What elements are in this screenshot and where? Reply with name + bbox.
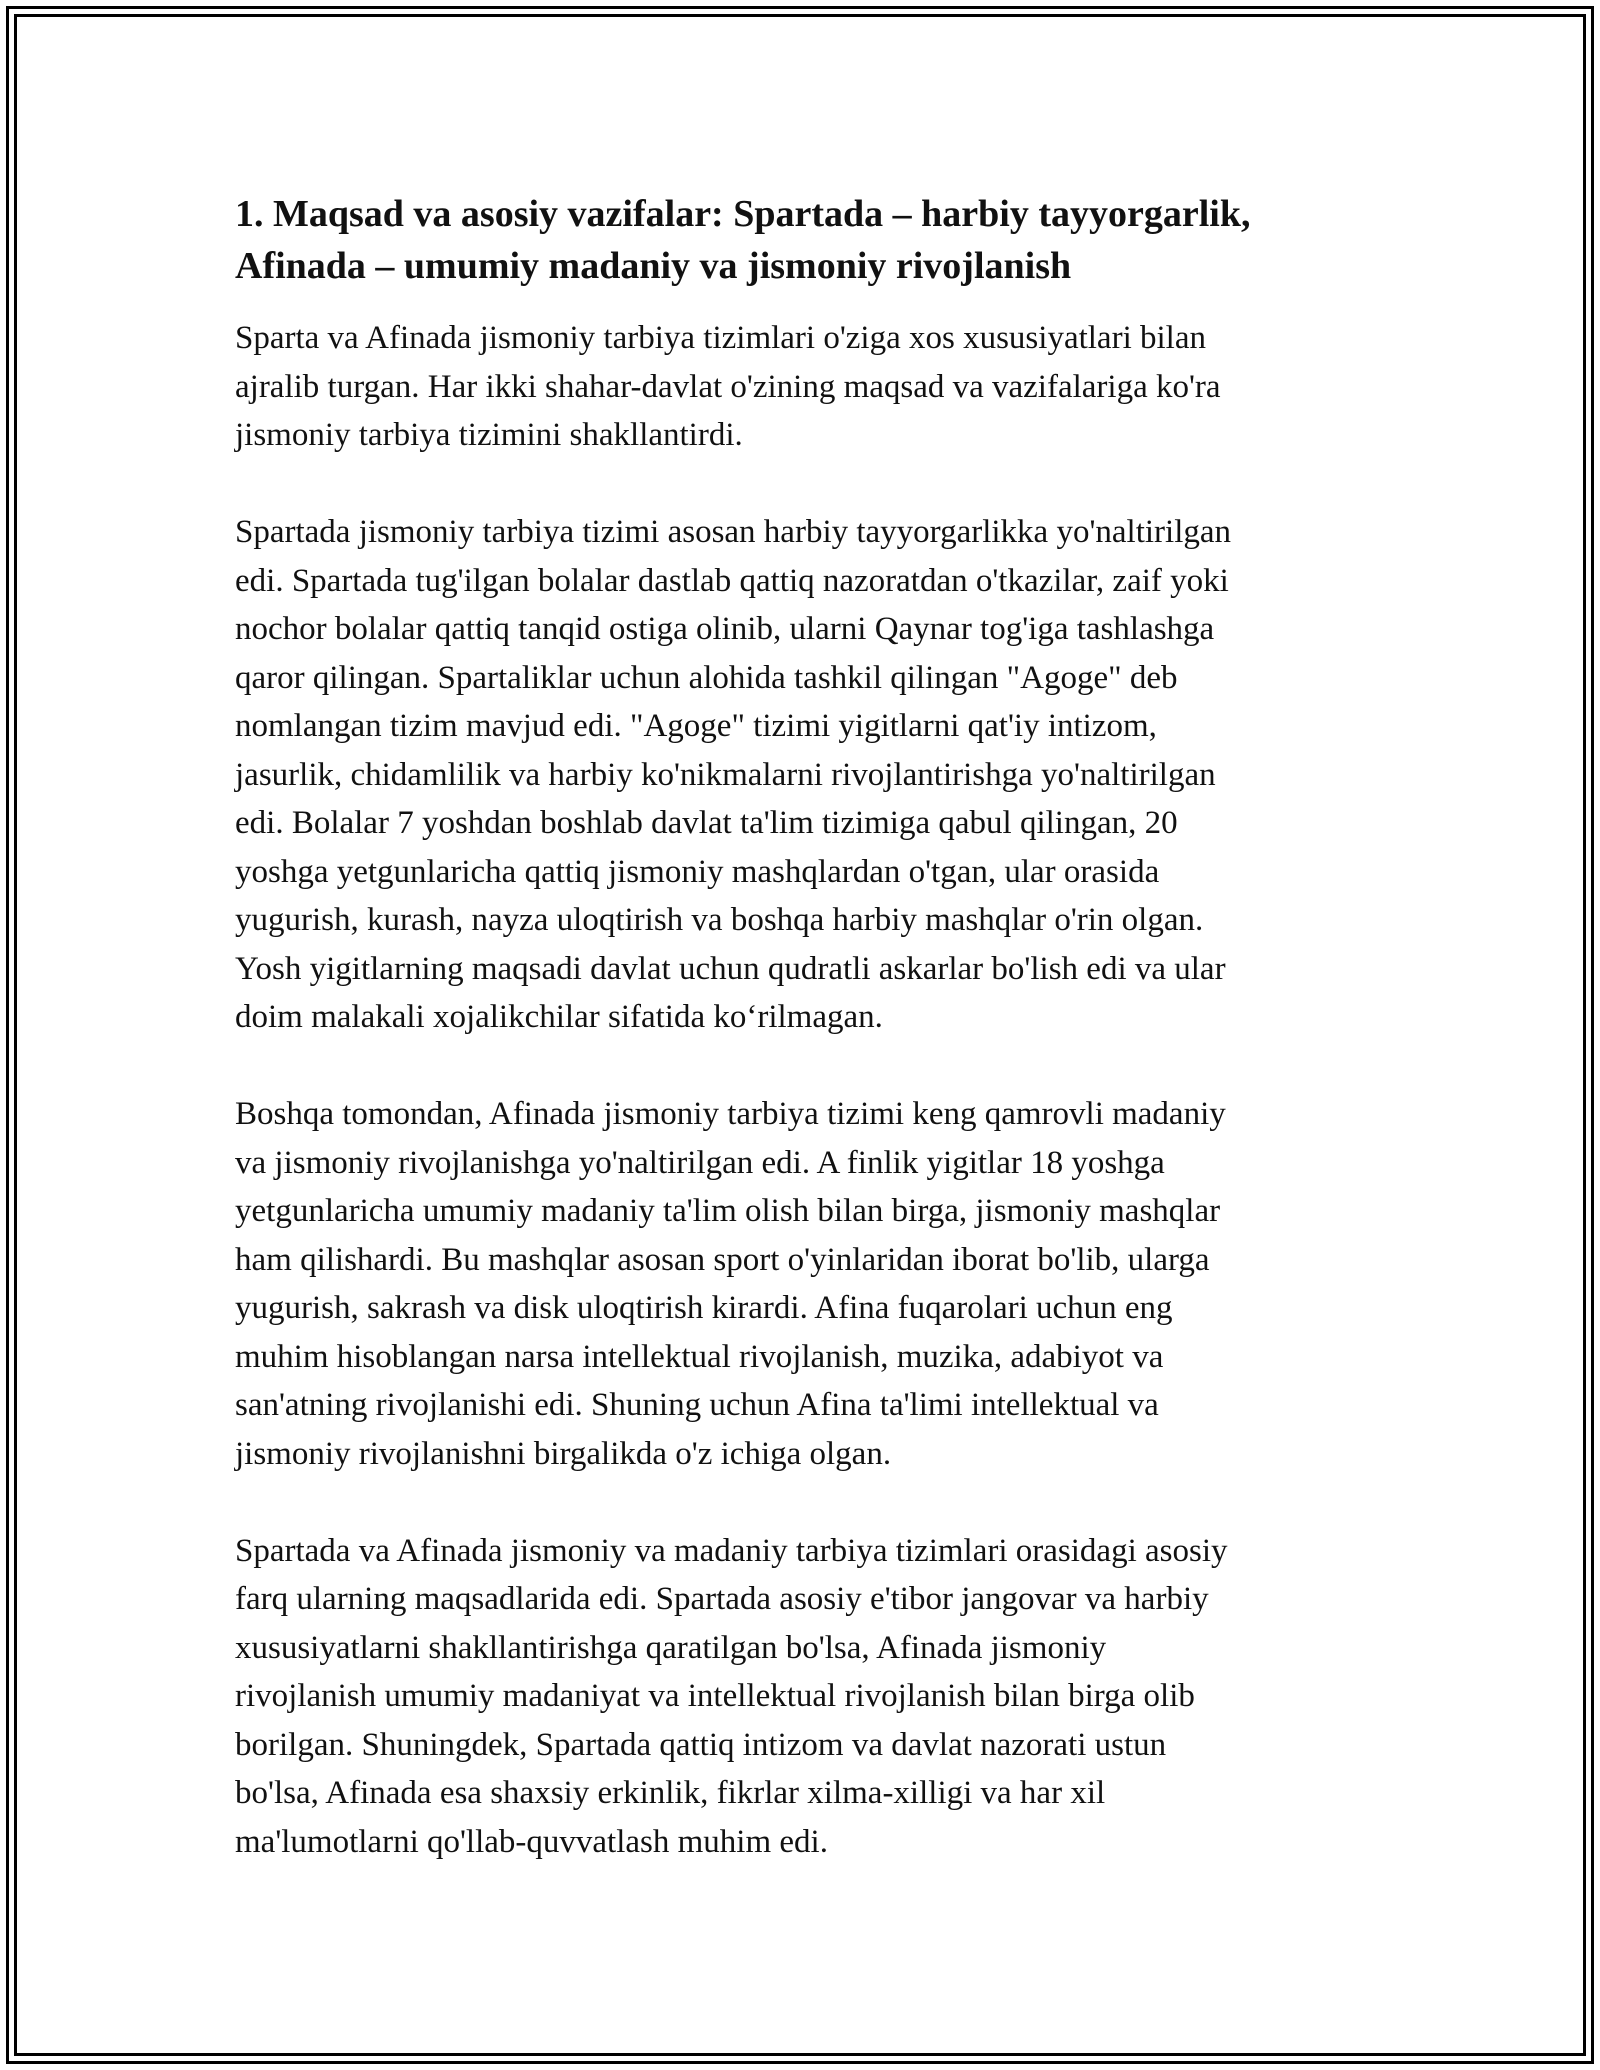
paragraph-athens: Boshqa tomondan, Afinada jismoniy tarbiya tizimi keng qamrovli madaniy va jismoniy rivojlanishga yo'naltirilgan edi. A finlik yigitlar 18 yoshga yetgunlaricha umumiy madaniy ta'lim olish bilan birga, jismoniy mashqlar ham qilishardi. Bu mashqlar asosan sport o'yinlaridan iborat bo'lib, ularga yugurish, sakrash va disk uloqtirish kirardi. Afina fuqarolari uchun eng muhim hisoblangan narsa intellektual rivojlanish, muzika, adabiyot va san'atning rivojlanishi edi. Shuning uchun Afina ta'limi intellektual va jismoniy rivojlanishni birgalikda o'z ichiga olgan. bbox=[235, 1096, 1226, 1472]
paragraph-sparta: Spartada jismoniy tarbiya tizimi asosan harbiy tayyorgarlikka yo'naltirilgan edi. Spartada tug'ilgan bolalar dastlab qattiq nazoratdan o'tkazilar, zaif yoki nochor bolalar qattiq tanqid ostiga olinib, ularni Qaynar tog'iga tashlashga qaror qilingan. Spartaliklar uchun alohida tashkil qilingan "Agoge" deb nomlangan tizim mavjud edi. "Agoge" tizimi yigitlarni qat'iy intizom, jasurlik, chidamlilik va harbiy ko'nikmalarni rivojlantirishga yo'naltirilgan edi. Bolalar 7 yoshdan boshlab davlat ta'lim tizimiga qabul qilingan, 20 yoshga yetgunlaricha qattiq jismoniy mashqlardan o'tgan, ular orasida yugurish, kurash, nayza uloqtirish va boshqa harbiy mashqlar o'rin olgan. Yosh yigitlarning maqsadi davlat uchun qudratli askarlar bo'lish edi va ular doim malakali xojalikchilar sifatida koʻrilmagan. bbox=[235, 514, 1232, 1035]
paragraph-intro: Sparta va Afinada jismoniy tarbiya tizimlari o'ziga xos xususiyatlari bilan ajralib turgan. Har ikki shahar-davlat o'zining maqsad va vazifalariga ko'ra jismoniy tarbiya tizimini shakllantirdi. bbox=[235, 320, 1221, 453]
paragraph-comparison: Spartada va Afinada jismoniy va madaniy tarbiya tizimlari orasidagi asosiy farq ularning maqsadlarida edi. Spartada asosiy e'tibor jangovar va harbiy xususiyatlarni shakllantirishga qaratilgan bo'lsa, Afinada jismoniy rivojlanish umumiy madaniyat va intellektual rivojlanish bilan birga olib borilgan. Shuningdek, Spartada qattiq intizom va davlat nazorati ustun bo'lsa, Afinada esa shaxsiy erkinlik, fikrlar xilma-xilligi va har xil ma'lumotlarni qo'llab-quvvatlash muhim edi. bbox=[235, 1532, 1228, 1860]
section-heading: 1. Maqsad va asosiy vazifalar: Spartada – harbiy tayyorgarlik, Afinada – umumiy madaniy va jismoniy rivojlanish bbox=[235, 193, 1251, 287]
document-body bbox=[235, 188, 1375, 1915]
